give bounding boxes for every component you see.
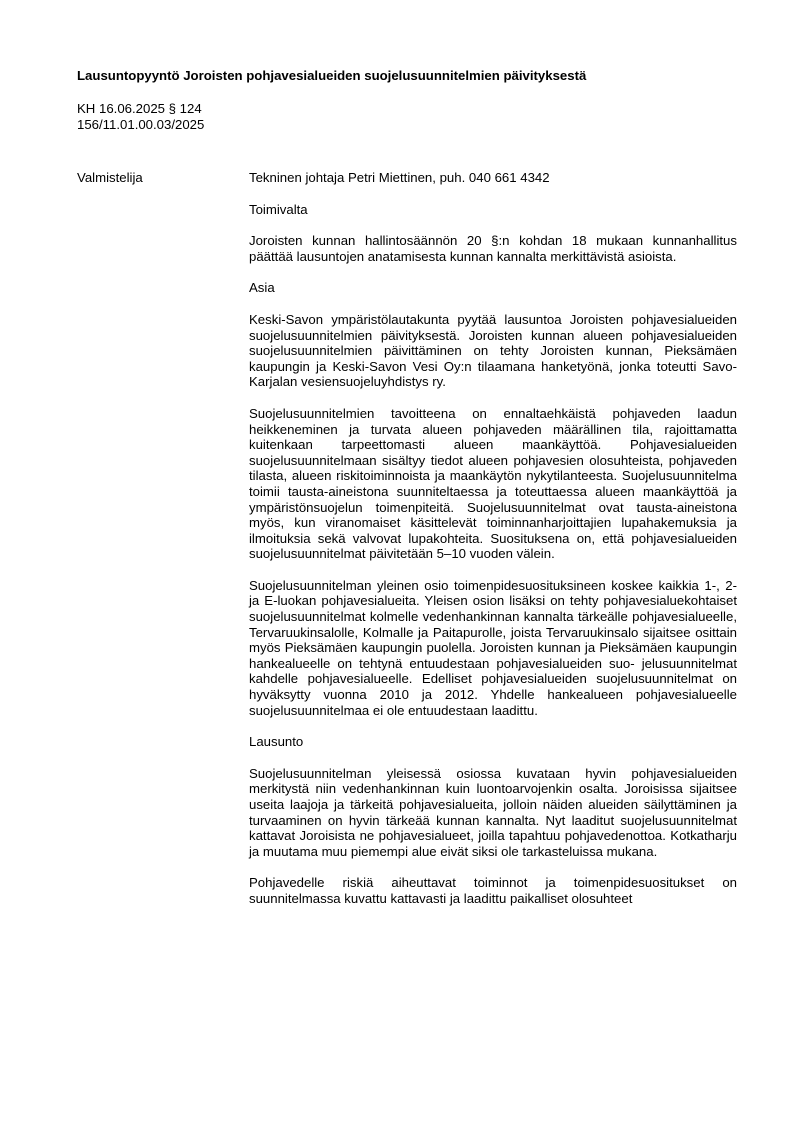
matter-paragraph-1: Keski-Savon ympäristölautakunta pyytää lausuntoa Joroisten pohjavesialueiden suojelusuunnitelmien päivityksestä. Joroisten kunnan alueen pohjavesialueiden suojelusuunnitelmien päivittäminen on tehty Joroisten kunnan, Pieksämäen kaupungin ja Keski-Savon Vesi Oy:n tilaamana hanketyönä, jonka toteutti Savo- Karjalan vesiensuojeluyhdistys ry.	[249, 311, 737, 390]
meeting-reference: KH 16.06.2025 § 124	[77, 101, 202, 116]
authority-paragraph: Joroisten kunnan hallintosäännön 20 §:n kohdan 18 mukaan kunnanhallitus päättää lausuntojen anatamisesta kunnan kannalta merkittävistä asioista.	[249, 233, 737, 264]
case-number: 156/11.01.00.03/2025	[77, 117, 205, 132]
matter-paragraph-3: Suojelusuunnitelman yleinen osio toimenpidesuosituksineen koskee kaikkia 1-, 2- ja E-luokan pohjavesialueita. Yleisen osion lisäksi on tehty pohjavesialuekohtaiset suojelusuunnitelmat kolmelle vedenhankinnan kannalta tärkeälle pohjavesialueelle, Tervaruukinsalolle, Kolmalle ja Paitapurolle, joista Tervaruukinsalo sijaitsee osittain myös Pieksämäen kaupungin puolella. Joroisten kunnan ja Pieksämäen kaupungin hankealueelle on tehtynä entuudestaan pohjavesialueiden suo- jelusuunnitelmat kahdelle pohjavesialueelle. Edelliset pohjavesialueiden suojelusuunnitelmat on hyväksytty vuonna 2010 ja 2012. Yhdelle hankealueen pohjavesialueelle suojelusuunnitelmaa ei ole entuudestaan laadittu.	[249, 577, 737, 718]
matter-paragraph-2: Suojelusuunnitelmien tavoitteena on ennaltaehkäistä pohjaveden laadun heikkeneminen ja turvata alueen pohjaveden määrällinen tila, rajoittamatta kuitenkaan tarpeettomasti alueen maankäyttöä. Pohjavesialueiden suojelusuunnitelmaan sisältyy tiedot alueen pohjavesien olosuhteista, pohjaveden tilasta, alueen riskitoiminnoista ja maankäytön nykytilanteesta. Suojelusuunnitelma toimii tausta-aineistona suunniteltaessa ja toteuttaessa alueen maankäyttöä ja ympäristönsuojelun toimenpiteitä. Suojelusuunnitelmat ovat tausta-aineistona myös, kun viranomaiset käsittelevät toiminnanharjoittajien lupahakemuksia ja ilmoituksia sekä valvovat lupakohteita. Suosituksena on, että pohjavesialueiden suojelusuunnitelmat päivitetään 5–10 vuoden välein.	[249, 405, 737, 562]
statement-paragraph-1: Suojelusuunnitelman yleisessä osiossa kuvataan hyvin pohjavesialueiden merkitystä niin vedenhankinnan kuin luontoarvojenkin osalta. Joroisissa sijaitsee useita laajoja ja tärkeitä pohjavesialueita, jolloin näiden alueiden säilyttäminen ja turvaaminen on hyvin tärkeää kunnan kannalta. Nyt laaditut suojelusuunnitelmat kattavat Joroisista ne pohjavesialueet, joilla tapahtuu pohjavedenottoa. Kotkatharju ja muutama muu piemempi alue eivät siksi ole tarkasteluissa mukana.	[249, 765, 737, 859]
statement-paragraph-2: Pohjavedelle riskiä aiheuttavat toiminnot ja toimenpidesuositukset on suunnitelmassa kuvattu kattavasti ja laadittu paikalliset olosuhteet	[249, 875, 737, 906]
statement-paragraph-2-wrapper	[249, 875, 737, 922]
statement-heading: Lausunto	[249, 734, 304, 750]
document-meta	[77, 101, 204, 133]
preparer-label: Valmistelija	[77, 170, 143, 185]
authority-heading: Toimivalta	[249, 201, 308, 217]
matter-heading: Asia	[249, 280, 275, 296]
preparer-name: Tekninen johtaja Petri Miettinen, puh. 040 661 4342	[249, 170, 550, 185]
document-body	[249, 170, 737, 922]
document-title: Lausuntopyyntö Joroisten pohjavesialueiden suojelusuunnitelmien päivityksestä	[77, 68, 587, 83]
